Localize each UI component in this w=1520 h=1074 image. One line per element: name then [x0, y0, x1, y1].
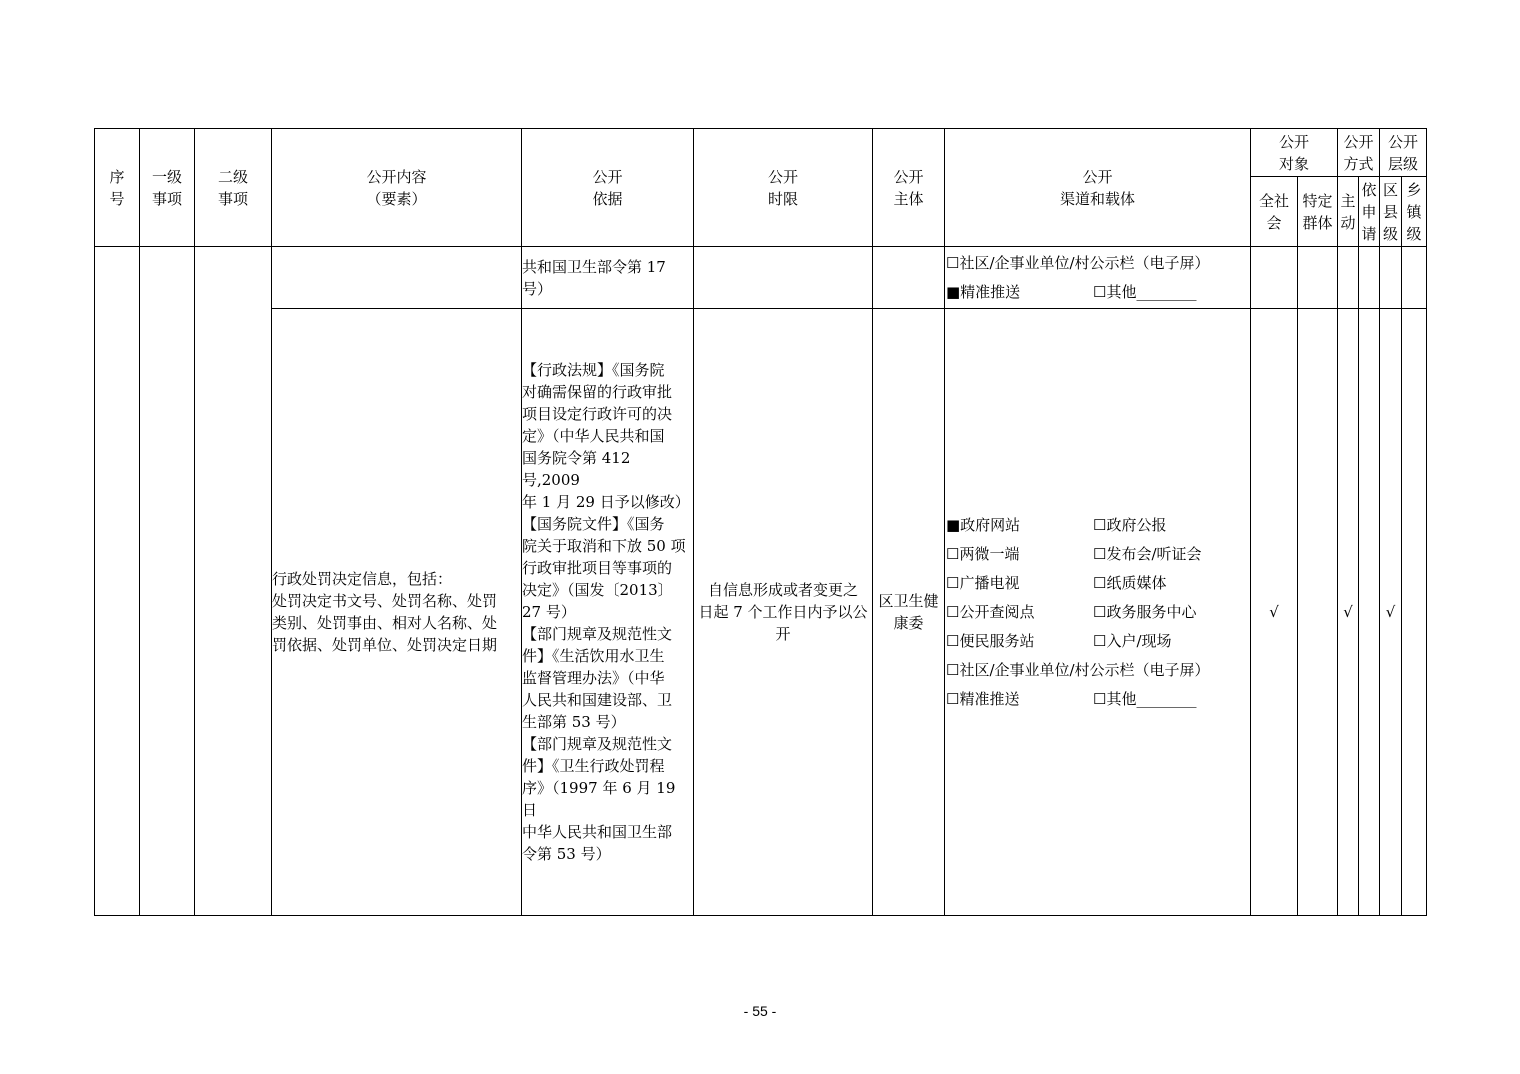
- header-subject: 公开 主体: [873, 129, 945, 247]
- header-layer: 公开 层级: [1380, 129, 1427, 177]
- header-mode-apply: 依 申 请: [1359, 177, 1380, 247]
- channel-line: ☐社区/企事业单位/村公示栏（电子屏）: [946, 660, 1210, 679]
- header-basis: 公开 依据: [522, 129, 694, 247]
- header-target-all: 全社 会: [1251, 177, 1298, 247]
- page-number: - 55 -: [743, 1003, 777, 1019]
- row2-channels: [945, 309, 1251, 916]
- cell-level2: [195, 247, 272, 916]
- cell-seq: [95, 247, 140, 916]
- channel-line: ☐公开查阅点 ☐政务服务中心: [946, 602, 1197, 621]
- channel-line: ☐广播电视 ☐纸质媒体: [946, 573, 1167, 592]
- cell-level1: [140, 247, 195, 916]
- header-target: 公开 对象: [1251, 129, 1338, 177]
- header-layer-district: 区 县 级: [1380, 177, 1402, 247]
- header-layer-town: 乡 镇 级: [1402, 177, 1427, 247]
- channel-line: ■政府网站 ☐政府公报: [946, 515, 1167, 534]
- row1-mode-active: [1338, 247, 1359, 309]
- header-level2: 二级 事项: [195, 129, 272, 247]
- header-seq: 序 号: [95, 129, 140, 247]
- channel-line: ☐两微一端 ☐发布会/听证会: [946, 544, 1202, 563]
- header-timelimit: 公开 时限: [694, 129, 873, 247]
- row1-target-group: [1298, 247, 1338, 309]
- row1-content: [272, 247, 522, 309]
- disclosure-table: [94, 128, 1427, 916]
- row2-mode-apply-check: [1359, 309, 1380, 916]
- row1-target-all: [1251, 247, 1298, 309]
- row1-mode-apply: [1359, 247, 1380, 309]
- row1-channels: [945, 247, 1251, 309]
- header-mode-active: 主 动: [1338, 177, 1359, 247]
- row2-target-all-check: √: [1251, 309, 1298, 916]
- channel-line: ☐便民服务站 ☐入户/现场: [946, 631, 1172, 650]
- row2-target-group-check: [1298, 309, 1338, 916]
- row1-layer-district: [1380, 247, 1402, 309]
- channel-line: ■精准推送 ☐其他________: [946, 282, 1197, 301]
- channel-line: ☐社区/企事业单位/村公示栏（电子屏）: [946, 253, 1210, 272]
- row2-layer-town-check: [1402, 309, 1427, 916]
- row2-layer-district-check: √: [1380, 309, 1402, 916]
- channel-line: ☐精准推送 ☐其他________: [946, 689, 1197, 708]
- row2-basis: 【行政法规】《国务院 对确需保留的行政审批 项目设定行政许可的决 定》（中华人民共和国 国务院令第 412 号,2009 年 1 月 29 日予以修改） 【国务院文件】《国务 院关于取消和下放 50 项 行政审批项目等事项的 决定》（国发〔2013〕 27 号） 【部门规章及规范性文 件】《生活饮用水卫生 监督管理办法》（中华 人民共和国建设部、卫 生部第 53 号） 【部门规章及规范性文 件】《卫生行政处罚程 序》（1997 年 6 月 19 日 中华人民共和国卫生部 令第 53 号）: [522, 309, 694, 916]
- header-level1: 一级 事项: [140, 129, 195, 247]
- row2-mode-active-check: √: [1338, 309, 1359, 916]
- header-content: 公开内容 （要素）: [272, 129, 522, 247]
- header-channels: 公开 渠道和载体: [945, 129, 1251, 247]
- row2-timelimit: 自信息形成或者变更之 日起 7 个工作日内予以公 开: [694, 309, 873, 916]
- row1-layer-town: [1402, 247, 1427, 309]
- header-mode: 公开 方式: [1338, 129, 1380, 177]
- row1-timelimit: [694, 247, 873, 309]
- row2-content: 行政处罚决定信息，包括： 处罚决定书文号、处罚名称、处罚 类别、处罚事由、相对人名称、处 罚依据、处罚单位、处罚决定日期: [272, 309, 522, 916]
- header-target-group: 特定 群体: [1298, 177, 1338, 247]
- row1-basis: 共和国卫生部令第 17 号）: [522, 247, 694, 309]
- row1-subject: [873, 247, 945, 309]
- row2-subject: 区卫生健 康委: [873, 309, 945, 916]
